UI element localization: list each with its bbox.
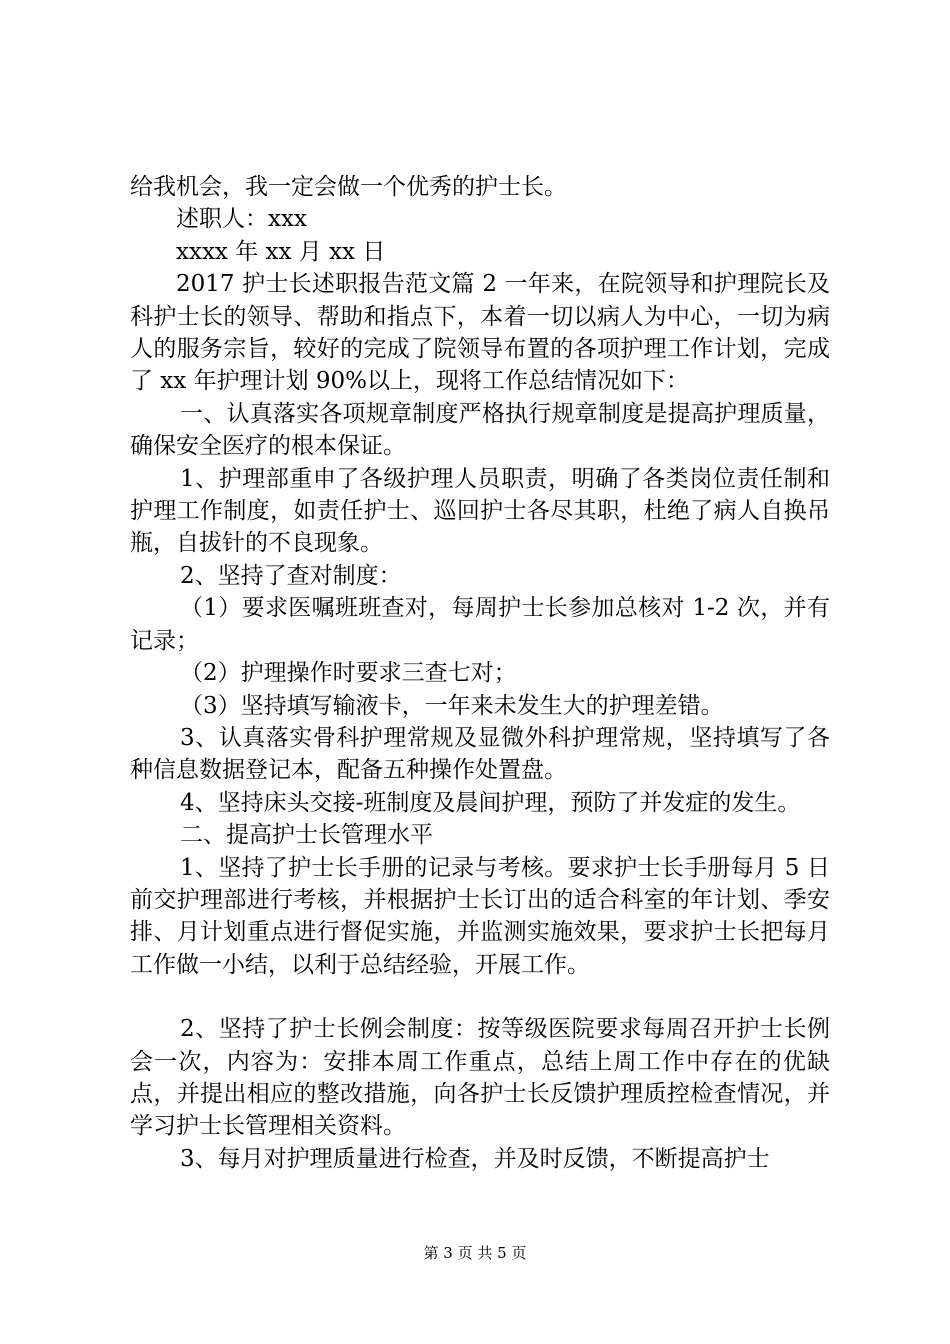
paragraph-signer: 述职人：xxx	[176, 206, 307, 233]
paragraph-item-1-1: 1、护理部重申了各级护理人员职责，明确了各类岗位责任制和护理工作制度，如责任护士、巡回护士各尽其职，杜绝了病人自换吊瓶，自拔针的不良现象。	[130, 465, 830, 557]
paragraph-item-1-2: 2、坚持了查对制度：	[180, 562, 402, 589]
paragraph-date: xxxx 年 xx 月 xx 日	[176, 238, 386, 265]
paragraph-item-2-1: 1、坚持了护士长手册的记录与考核。要求护士长手册每月 5 日前交护理部进行考核，并根据护士长订出的适合科室的年计划、季安排、月计划重点进行督促实施，并监测实施效果，要求护士长把每月工作做一小结，以利于总结经验，开展工作。	[130, 854, 830, 978]
paragraph-closing: 给我机会，我一定会做一个优秀的护士长。	[130, 174, 567, 200]
paragraph-report-intro: 2017 护士长述职报告范文篇 2 一年来，在院领导和护理院长及科护士长的领导、帮助和指点下，本着一切以病人为中心，一切为病人的服务宗旨，较好的完成了院领导布置的各项护理工作计划，完成了 xx 年护理计划 90%以上，现将工作总结情况如下：	[130, 271, 830, 395]
paragraph-item-1-4: 4、坚持床头交接-班制度及晨间护理，预防了并发症的发生。	[180, 789, 801, 816]
document-body	[130, 171, 830, 1175]
section-heading-2: 二、提高护士长管理水平	[180, 822, 433, 849]
paragraph-item-2-2: 2、坚持了护士长例会制度：按等级医院要求每周召开护士长例会一次，内容为：安排本周工作重点，总结上周工作中存在的优缺点，并提出相应的整改措施，向各护士长反馈护理质控检查情况，并学习护士长管理相关资料。	[130, 1016, 830, 1140]
page-footer: 第 3 页 共 5 页	[423, 1244, 527, 1262]
paragraph-item-1-3: 3、认真落实骨科护理常规及显微外科护理常规，坚持填写了各种信息数据登记本，配备五种操作处置盘。	[130, 724, 830, 784]
paragraph-subitem-2: （2）护理操作时要求三查七对；	[180, 660, 517, 687]
paragraph-subitem-1: （1）要求医嘱班班查对，每周护士长参加总核对 1-2 次，并有记录；	[130, 595, 830, 654]
paragraph-item-2-3: 3、每月对护理质量进行检查，并及时反馈，不断提高护士	[180, 1145, 770, 1172]
section-heading-1: 一、认真落实各项规章制度严格执行规章制度是提高护理质量，确保安全医疗的根本保证。	[130, 400, 830, 460]
paragraph-subitem-3: （3）坚持填写输液卡，一年来未发生大的护理差错。	[180, 692, 724, 719]
